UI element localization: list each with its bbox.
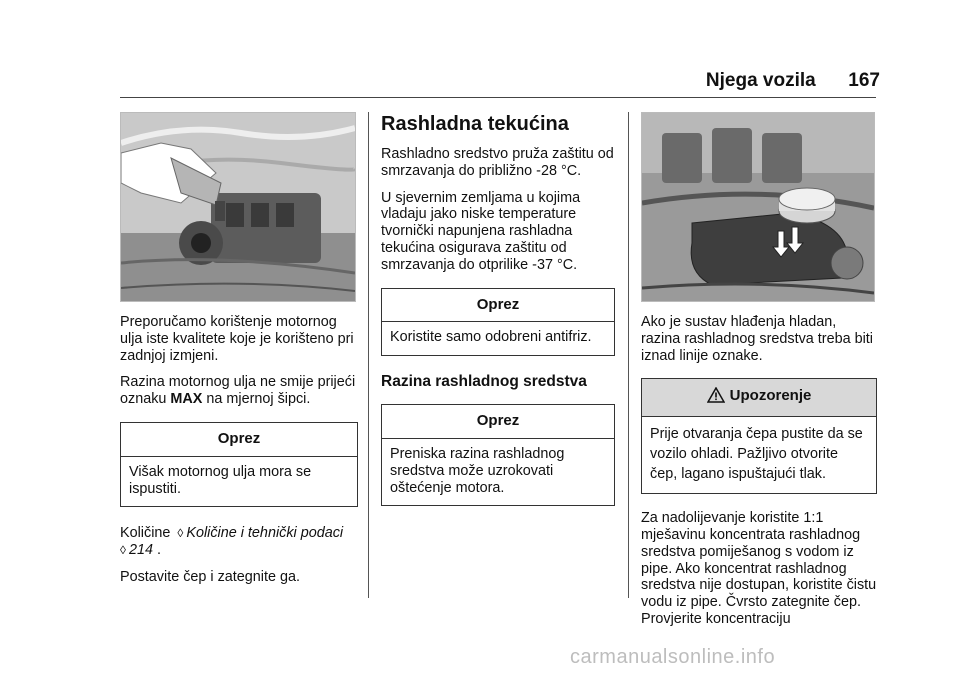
caution-text: Koristite samo odobreni antifriz. [390, 329, 592, 346]
reference-arrow-icon: ◊ [120, 543, 126, 558]
coolant-reservoir-photo [641, 112, 875, 302]
header-title: Njega vozila [705, 70, 816, 91]
column-divider-1 [368, 112, 369, 598]
coolant-para-2: U sjevernim zemljama u kojima vladaju jako niske temperature tvornički napunjena rashladna tekućina osigurava zaštitu od smrzavanja do otprilike -37 °C. [381, 189, 581, 273]
watermark: carmanualsonline.info [570, 646, 776, 668]
reference-arrow-icon: ◊ [177, 526, 184, 541]
coolant-level-title: Razina rashladnog sredstva [381, 373, 587, 391]
caution-title: Oprez [382, 405, 614, 439]
caution-text: Višak motornog ulja mora se ispustiti. [129, 463, 312, 497]
caution-box-antifreeze [381, 288, 615, 357]
warning-text: Prije otvaranja čepa pustite da se vozilo ohladi. Pažljivo otvorite čep, lagano ispuštajući tlak. [650, 426, 863, 483]
quantities-reference: Količine ◊ Količine i tehnički podaci ◊ 214 . [120, 525, 344, 559]
reference-page-link[interactable]: 214 [128, 542, 153, 559]
coolant-level-paragraph: Ako je sustav hlađenja hladan, razina rashladnog sredstva treba biti iznad linije oznake. [641, 314, 873, 364]
caution-title: Oprez [121, 423, 357, 457]
column-2 [381, 112, 615, 522]
warning-header [642, 379, 876, 417]
cap-paragraph: Postavite čep i zategnite ga. [120, 568, 300, 585]
oil-quality-paragraph: Preporučamo korištenje motornog ulja iste kvalitete koje je korišteno pri zadnjoj izmjeni. [120, 314, 354, 364]
caution-text: Preniska razina rashladnog sredstva može uzrokovati oštećenje motora. [390, 445, 565, 496]
page-header [700, 70, 880, 92]
top-up-paragraph: Za nadolijevanje koristite 1:1 mješavinu koncentrata rashladnog sredstva pomiješanog s vodom iz pipe. Ako koncentrat rashladnog sredstva nije dostupan, koristite čistu vodu iz pipe. Čvrsto zategnite čep. Provjerite koncentraciju [641, 510, 877, 627]
column-divider-2 [628, 112, 629, 598]
quantities-link[interactable]: Količine i tehnički podaci [186, 525, 344, 542]
engine-oil-photo [120, 112, 356, 302]
coolant-para-1: Rashladno sredstvo pruža zaštitu od smrzavanja do približno -28 °C. [381, 146, 614, 179]
warning-box [641, 378, 877, 494]
header-rule [120, 97, 876, 98]
caution-box-oil [120, 422, 358, 507]
warning-title: Upozorenje [729, 387, 812, 405]
max-mark: MAX [170, 391, 203, 408]
column-3 [641, 112, 877, 638]
page-number: 167 [848, 70, 880, 91]
coolant-section-title: Rashladna tekućina [381, 113, 569, 135]
oil-max-paragraph: Razina motornog ulja ne smije prijeći oznaku MAX na mjernoj šipci. [120, 374, 356, 408]
caution-box-coolant-level [381, 404, 615, 506]
caution-title: Oprez [382, 289, 614, 323]
column-1 [120, 112, 358, 596]
warning-triangle-icon [707, 387, 725, 408]
